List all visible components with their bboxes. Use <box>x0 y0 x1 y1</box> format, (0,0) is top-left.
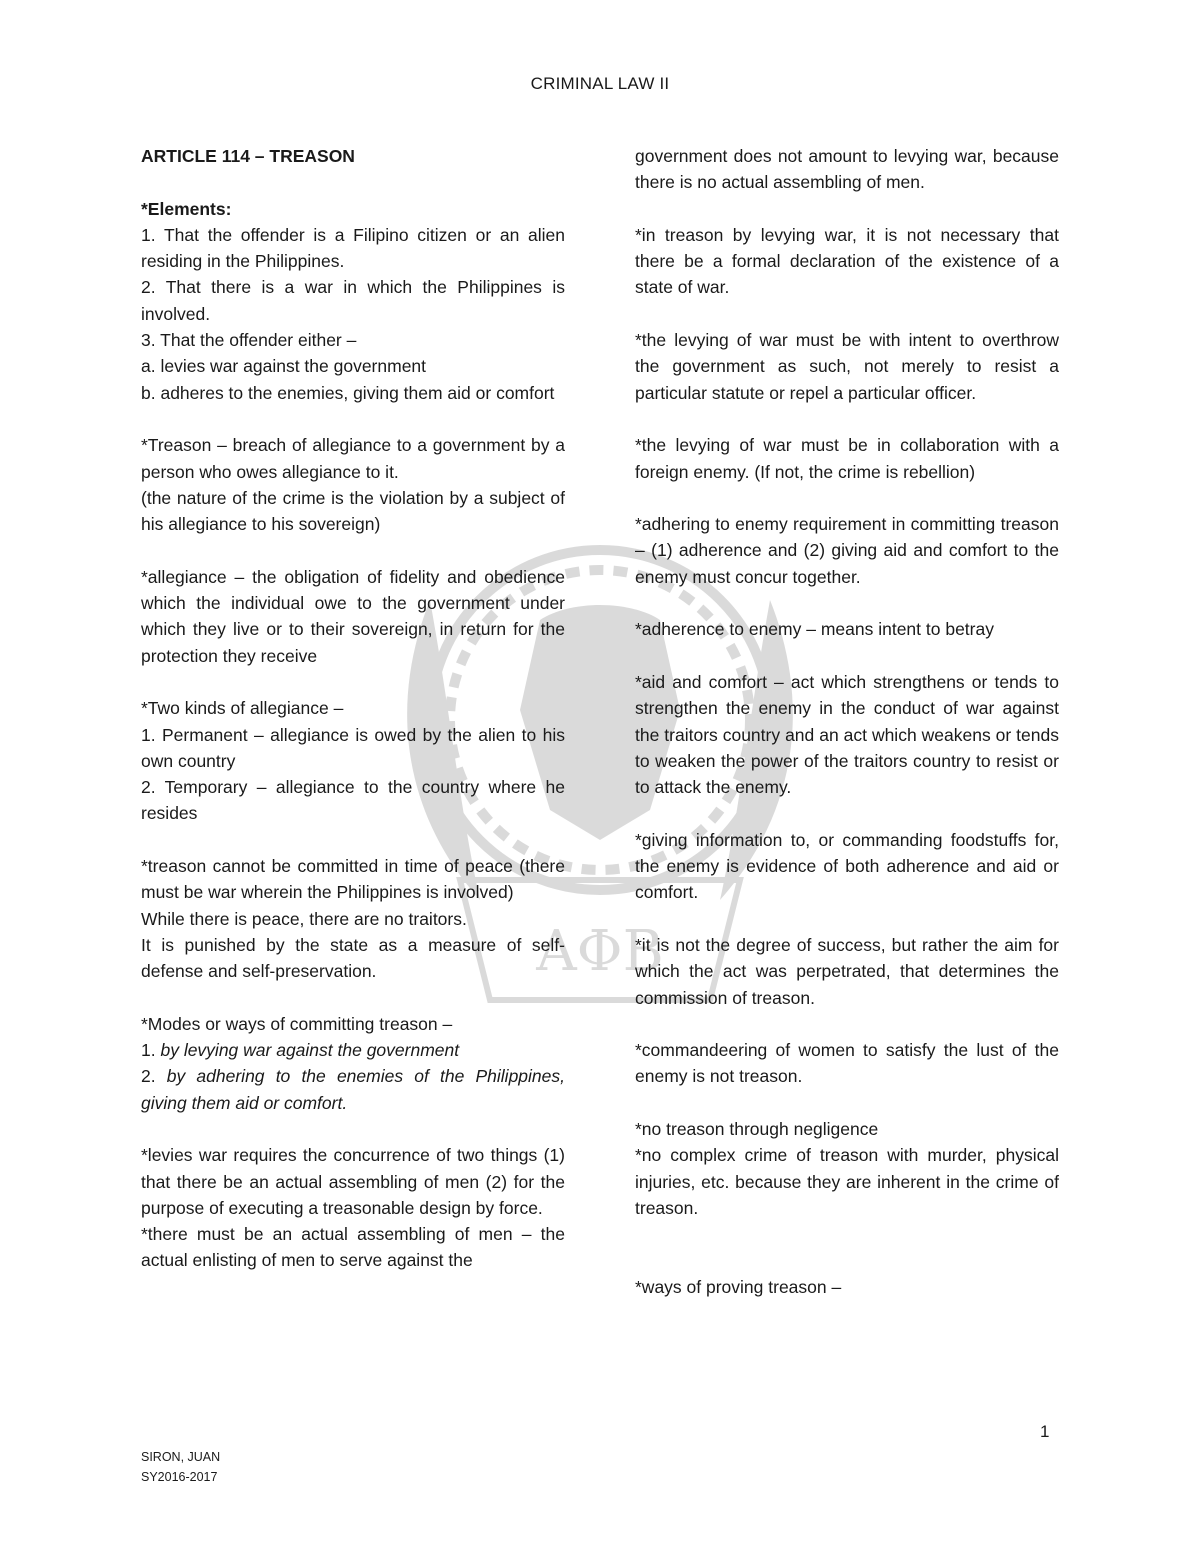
formal-declaration: *in treason by levying war, it is not necessary that there be a formal declaration of the existence of a state of war. <box>635 224 1059 298</box>
continued-paragraph: government does not amount to levying war, because there is no actual assembling of men. <box>635 146 1059 193</box>
ways-proving-treason: *ways of proving treason – <box>635 1276 842 1297</box>
no-negligence: *no treason through negligence <box>635 1118 879 1139</box>
aid-comfort-definition: *aid and comfort – act which strengthens or tends to strengthen the enemy in the conduct of war against the traitors country and an act which weakens or tends to weaken the power of the traitors country to resist or to attack the enemy. <box>635 671 1059 798</box>
intent-overthrow: *the levying of war must be with intent to overthrow the government as such, not merely to resist a particular statute or repel a particular officer. <box>635 330 1059 403</box>
adherence-definition: *adherence to enemy – means intent to betray <box>635 619 994 640</box>
treason-nature: (the nature of the crime is the violation by a subject of his allegiance to his sovereign) <box>141 487 565 535</box>
page-number: 1 <box>1040 1422 1050 1441</box>
element-3a: a. levies war against the government <box>141 356 427 377</box>
watermark-greek: ΑΦΒ <box>536 919 664 984</box>
element-2: 2. That there is a war in which the Philippines is involved. <box>141 277 565 324</box>
degree-of-success: *it is not the degree of success, but rather the aim for which the act was perpetrated, that determines the commission of treason. <box>635 934 1059 1008</box>
peace-self-defense: It is punished by the state as a measure of self-defense and self-preservation. <box>141 934 565 982</box>
left-column <box>141 143 565 1274</box>
levies-requirement: *levies war requires the concurrence of two things (1) that there be an actual assembling of men (2) for the purpose of executing a treasonable design by force. <box>141 1145 565 1218</box>
kinds-heading: *Two kinds of allegiance – <box>141 698 344 719</box>
page-header: CRIMINAL LAW II <box>530 74 670 93</box>
article-title: ARTICLE 114 – TREASON <box>141 146 355 166</box>
footer-year: SY2016-2017 <box>141 1470 218 1484</box>
mode-1: 1. by levying war against the government <box>141 1040 460 1061</box>
kind-1: 1. Permanent – allegiance is owed by the alien to his own country <box>141 724 565 771</box>
foreign-collaboration: *the levying of war must be in collaboration with a foreign enemy. (If not, the crime is rebellion) <box>635 435 1059 482</box>
element-1: 1. That the offender is a Filipino citizen or an alien residing in the Philippines. <box>141 224 565 272</box>
mode-2: 2. by adhering to the enemies of the Philippines, giving them aid or comfort. <box>141 1066 565 1113</box>
adhering-requirement: *adhering to enemy requirement in committing treason – (1) adherence and (2) giving aid and comfort to the enemy must concur together. <box>635 514 1059 587</box>
element-3b: b. adheres to the enemies, giving them aid or comfort <box>141 382 555 403</box>
treason-definition: *Treason – breach of allegiance to a government by a person who owes allegiance to it. <box>141 435 565 482</box>
element-3: 3. That the offender either – <box>141 330 357 351</box>
elements-heading: *Elements: <box>141 198 232 219</box>
allegiance-definition: *allegiance – the obligation of fidelity and obedience which the individual owe to the government under which they live or to their sovereign, in return for the protection they receive <box>141 566 565 666</box>
actual-assembling: *there must be an actual assembling of men – the actual enlisting of men to serve against the <box>141 1224 565 1271</box>
modes-heading: *Modes or ways of committing treason – <box>141 1013 453 1034</box>
peace-traitors: While there is peace, there are no traitors. <box>141 908 467 929</box>
right-column <box>635 143 1059 1300</box>
no-complex-crime: *no complex crime of treason with murder, physical injuries, etc. because they are inherent in the crime of treason. <box>635 1145 1059 1218</box>
footer-name: SIRON, JUAN <box>141 1450 221 1464</box>
kind-2: 2. Temporary – allegiance to the country where he resides <box>141 777 565 824</box>
giving-information: *giving information to, or commanding foodstuffs for, the enemy is evidence of both adherence and aid or comfort. <box>635 829 1059 903</box>
peace-paragraph: *treason cannot be committed in time of peace (there must be war wherein the Philippines is involved) <box>141 856 565 903</box>
commandeering-women: *commandeering of women to satisfy the lust of the enemy is not treason. <box>635 1040 1059 1087</box>
page-footer <box>141 1447 220 1487</box>
